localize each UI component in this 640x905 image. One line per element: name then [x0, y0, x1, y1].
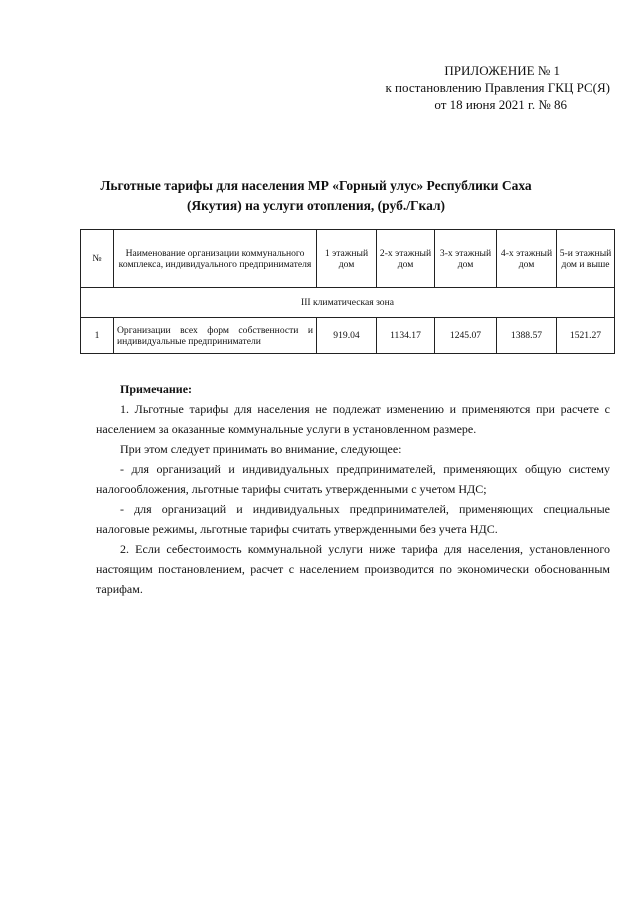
appendix-resolution-ref: к постановлению Правления ГКЦ РС(Я) — [385, 80, 610, 95]
header-1-floor: 1 этажный дом — [317, 230, 377, 288]
value-1-floor: 919.04 — [317, 318, 377, 354]
notes-heading: Примечание: — [120, 382, 193, 396]
appendix-date: от 18 июня 2021 г. № 86 — [434, 97, 567, 112]
notes-section — [96, 379, 610, 599]
table-header-row — [81, 230, 615, 288]
header-4-floor: 4-х этажный дом — [497, 230, 557, 288]
value-5-floor-plus: 1521.27 — [557, 318, 615, 354]
climate-zone-row — [81, 288, 615, 318]
value-3-floor: 1245.07 — [435, 318, 497, 354]
header-number: № — [81, 230, 114, 288]
row-number: 1 — [81, 318, 114, 354]
header-5-floor-plus: 5-и этажный дом и выше — [557, 230, 615, 288]
value-2-floor: 1134.17 — [377, 318, 435, 354]
header-2-floor: 2-х этажный дом — [377, 230, 435, 288]
note-paragraph-4: - для организаций и индивидуальных предпринимателей, применяющих специальные налоговые режимы, льготные тарифы считать утвержденными без учета НДС. — [96, 502, 610, 536]
tariff-table — [80, 229, 615, 354]
note-paragraph-1: 1. Льготные тарифы для населения не подлежат изменению и применяются при расчете с населением за оказанные коммунальные услуги в установленном размере. — [96, 402, 610, 436]
climate-zone-label: III климатическая зона — [81, 288, 615, 318]
note-paragraph-2: При этом следует принимать во внимание, следующее: — [120, 442, 402, 456]
table-row — [81, 318, 615, 354]
note-paragraph-3: - для организаций и индивидуальных предпринимателей, применяющих общую систему налогообложения, льготные тарифы считать утвержденными с учетом НДС; — [96, 462, 610, 496]
appendix-header — [385, 62, 610, 113]
document-title: Льготные тарифы для населения МР «Горный улус» Республики Саха (Якутия) на услуги отопления, (руб./Гкал) — [100, 178, 532, 213]
row-organization: Организации всех форм собственности и индивидуальные предприниматели — [114, 318, 317, 354]
note-paragraph-5: 2. Если себестоимость коммунальной услуги ниже тарифа для населения, установленного настоящим постановлением, расчет с населением производится по экономически обоснованным тарифам. — [96, 542, 610, 596]
header-3-floor: 3-х этажный дом — [435, 230, 497, 288]
value-4-floor: 1388.57 — [497, 318, 557, 354]
appendix-number: ПРИЛОЖЕНИЕ № 1 — [444, 63, 560, 78]
header-organization: Наименование организации коммунального комплекса, индивидуального предпринимателя — [114, 230, 317, 288]
